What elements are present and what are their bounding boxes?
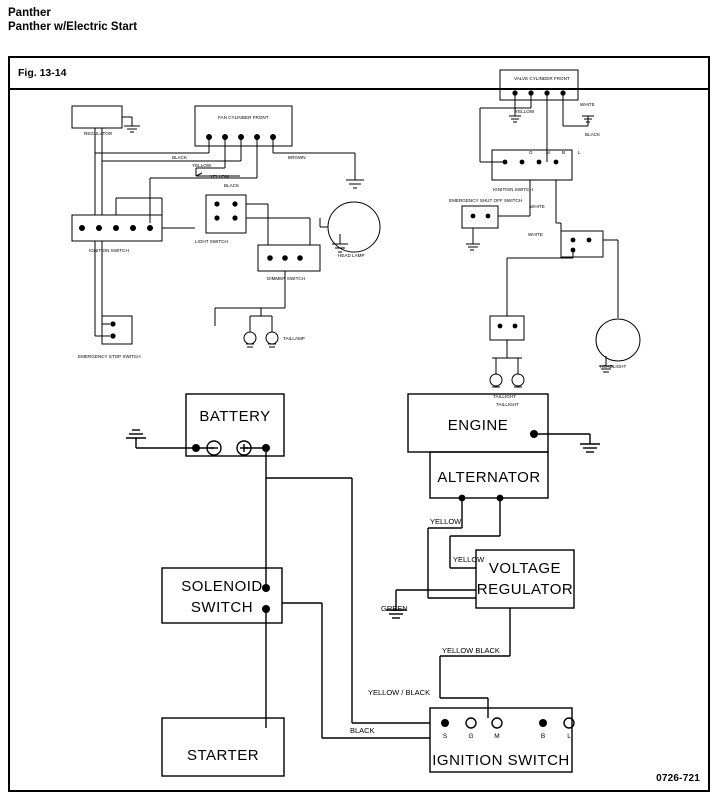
- label-emergency-stop-switch: EMERGENCY STOP SWITCH: [78, 354, 141, 359]
- regulator-box: [72, 106, 122, 128]
- title-line-2: Panther w/Electric Start: [8, 21, 138, 33]
- label-head-lamp: HEAD LAMP: [338, 253, 365, 258]
- label-regulator-lower: REGULATOR: [476, 581, 574, 598]
- label-emergency-shut-off-switch: EMERGENCY SHUT OFF SWITCH: [449, 198, 523, 203]
- label-black-lower: BLACK: [350, 726, 375, 735]
- label-fan-cylinder-front: FAN CYLINDER FRONT: [218, 115, 269, 120]
- label-battery: BATTERY: [199, 408, 271, 425]
- upper-right-diagram: [462, 70, 640, 387]
- ign-terminal-g: G: [468, 733, 474, 740]
- terminal-b: B: [562, 150, 566, 155]
- label-taillight-right: TAILLIGHT: [493, 394, 516, 399]
- ign-terminal-s: S: [442, 733, 448, 740]
- label-light-switch: LIGHT SWITCH: [195, 239, 228, 244]
- fan-cylinder-front-box: [195, 106, 292, 146]
- label-solenoid-2: SWITCH: [190, 599, 254, 616]
- figure-frame: [8, 56, 710, 792]
- title-line-1: Panther: [8, 7, 51, 19]
- lower-diagram-labels: [181, 408, 573, 769]
- emergency-shut-off-terminals: [471, 214, 491, 219]
- label-starter: STARTER: [186, 747, 260, 764]
- label-taillight-right-2: TAILLIGHT: [496, 402, 519, 407]
- emergency-stop-switch-box: [102, 316, 132, 344]
- label-dimmer-switch: DIMMER SWITCH: [267, 276, 306, 281]
- figure-code: 0726-721: [656, 773, 700, 784]
- ign-terminal-b: B: [540, 733, 546, 740]
- label-ignition-switch-lower: IGNITION SWITCH: [432, 752, 570, 769]
- label-black-2: BLACK: [224, 183, 240, 188]
- label-yellow-2: YELLOW: [210, 174, 230, 179]
- emergency-stop-terminals: [110, 321, 115, 338]
- label-vr-misc-3: BLACK: [585, 132, 601, 137]
- terminal-m: M: [546, 150, 550, 155]
- label-headlight-right: HEADLIGHT: [600, 364, 627, 369]
- page-title: [8, 6, 137, 34]
- ignition-switch-terminals-left: [79, 225, 153, 231]
- ign-terminal-m: M: [494, 733, 500, 740]
- label-yellow-upper: YELLOW: [430, 517, 462, 526]
- label-alternator: ALTERNATOR: [437, 469, 541, 486]
- label-black-1: BLACK: [172, 155, 188, 160]
- right-switch-box: [561, 231, 603, 257]
- label-taillamp: TAILLAMP: [283, 336, 305, 341]
- label-yellow-black-2: YELLOW / BLACK: [368, 688, 431, 697]
- label-wire-misc-5: WHITE: [528, 232, 543, 237]
- valve-cylinder-terminals: [512, 90, 565, 95]
- label-ignition-switch-left: IGNITION SWITCH: [89, 248, 129, 253]
- upper-right-labels: [449, 76, 626, 407]
- label-yellow-lower: YELLOW: [453, 555, 485, 564]
- upper-left-diagram: [72, 106, 380, 347]
- label-regulator: REGULATOR: [84, 131, 113, 136]
- terminal-l: L: [578, 150, 581, 155]
- solenoid-top-node: [262, 584, 270, 592]
- right-switch-terminals: [571, 238, 592, 253]
- ignition-switch-terminals-right: [503, 160, 559, 165]
- upper-left-labels: [78, 115, 365, 359]
- valve-cylinder-front-box: [500, 70, 578, 100]
- voltage-regulator-box: [476, 550, 574, 608]
- label-engine: ENGINE: [447, 417, 509, 434]
- taillight-right-terminals: [498, 324, 518, 329]
- figure-label: Fig. 13-14: [18, 67, 67, 79]
- dimmer-switch-terminals: [267, 255, 303, 261]
- label-brown-1: BROWN: [288, 155, 306, 160]
- label-wire-misc-4: WHITE: [530, 204, 545, 209]
- label-yellow-black-1: YELLOW BLACK: [442, 646, 500, 655]
- label-yellow-1: YELLOW: [192, 163, 212, 168]
- light-switch-box: [206, 195, 246, 233]
- label-solenoid-1: SOLENOID: [181, 578, 263, 595]
- taillamp-symbols: [244, 308, 278, 347]
- terminal-g: G: [529, 150, 533, 155]
- taillight-right-box: [490, 316, 524, 340]
- label-vr-misc-2: WHITE: [580, 102, 595, 107]
- emergency-shut-off-switch-box: [462, 206, 498, 228]
- label-green: GREEN: [381, 604, 408, 613]
- headlight-right-symbol: [596, 319, 640, 361]
- label-valve-cylinder-front: VALVE CYLINDER FRONT: [514, 76, 570, 81]
- label-voltage: VOLTAGE: [488, 560, 562, 577]
- label-vr-misc-1: YELLOW: [515, 109, 535, 114]
- label-ignition-switch-right: IGNITION SWITCH: [493, 187, 533, 192]
- ign-terminal-l: L: [567, 733, 571, 740]
- wiring-diagram-canvas: [10, 58, 712, 794]
- light-switch-terminals: [214, 201, 237, 220]
